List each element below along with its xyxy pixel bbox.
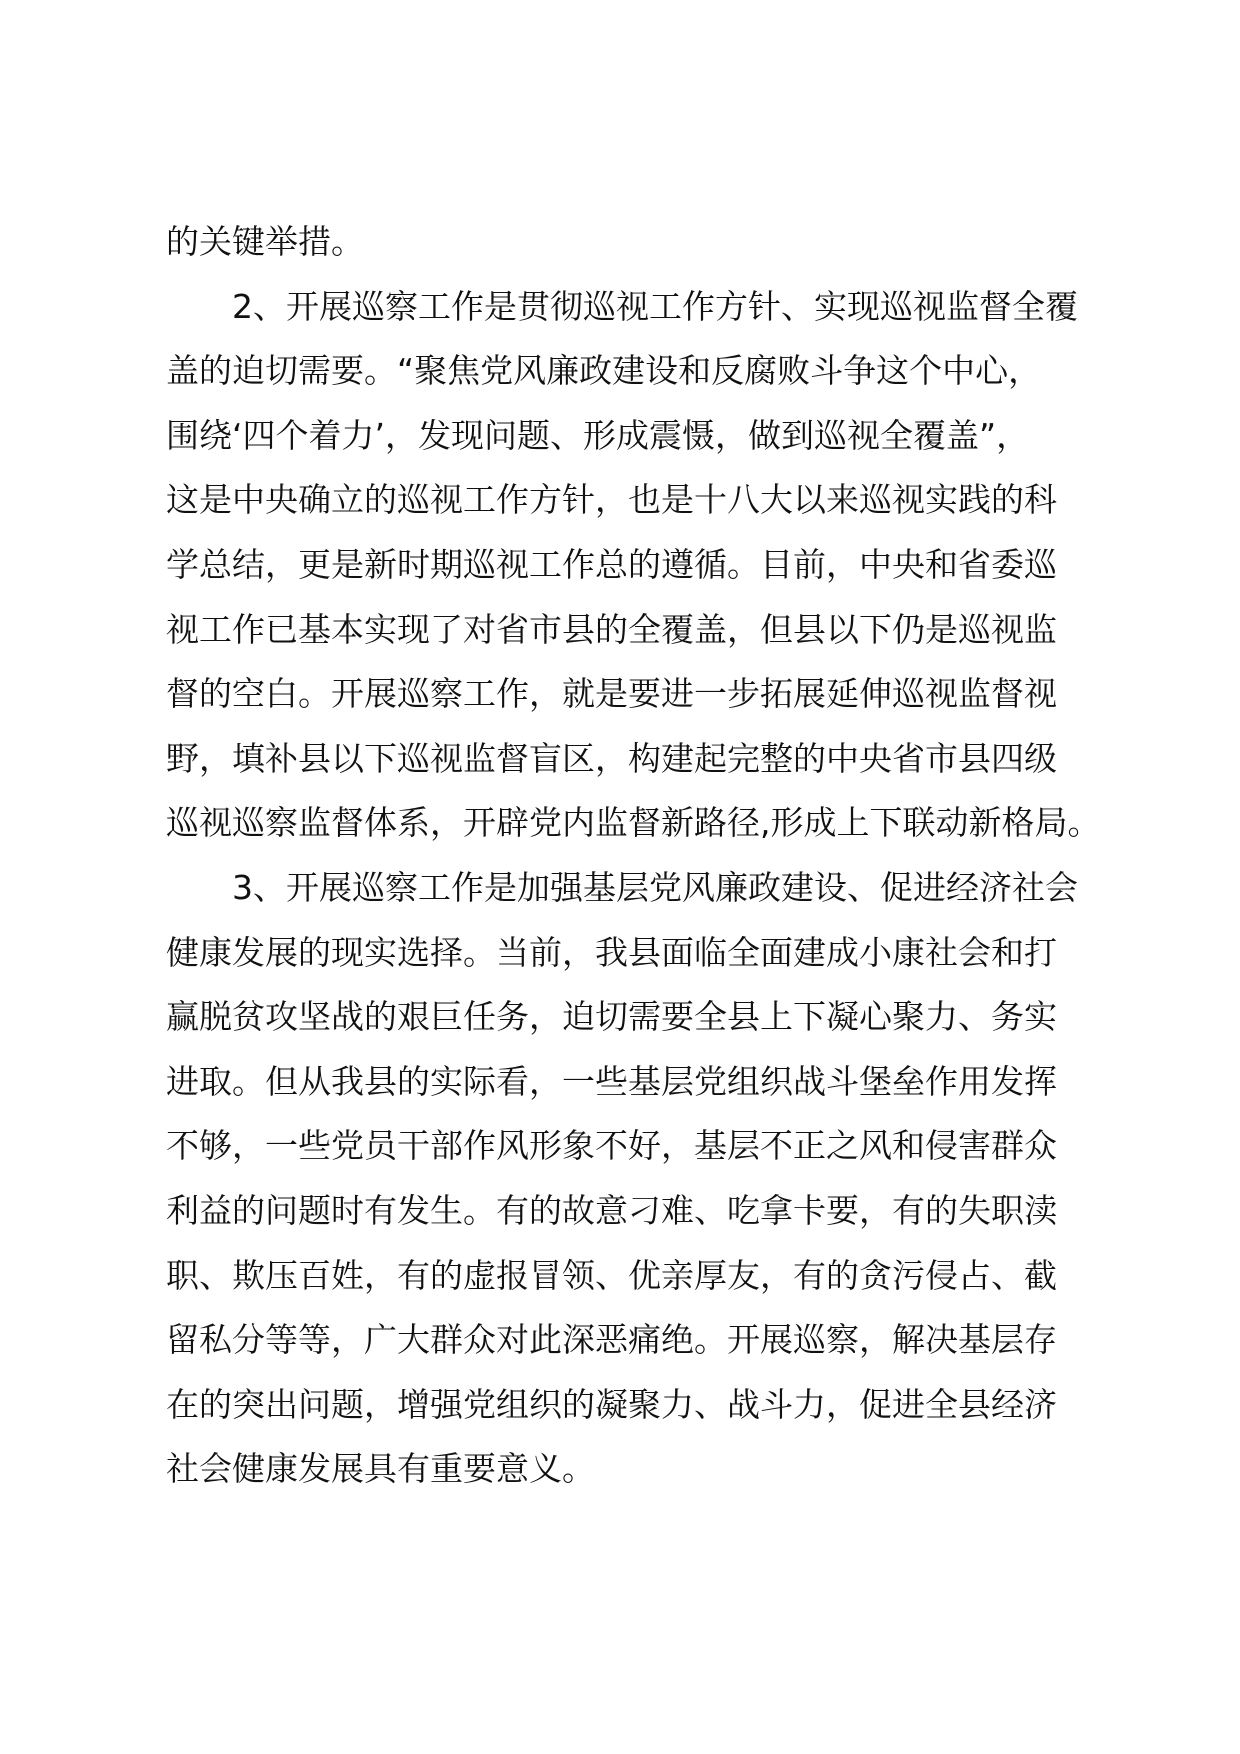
text-line: 学总结，更是新时期巡视工作总的遵循。目前，中央和省委巡 <box>166 544 1057 584</box>
text-line: 的关键举措。 <box>166 222 364 261</box>
text-line-paragraph-start: 3、开展巡察工作是加强基层党风廉政建设、促进经济社会 <box>232 867 1078 907</box>
text-line: 野，填补县以下巡视监督盲区，构建起完整的中央省市县四级 <box>166 738 1057 778</box>
text-line: 利益的问题时有发生。有的故意刁难、吃拿卡要，有的失职渎 <box>166 1190 1057 1230</box>
text-line: 围绕‘四个着力’，发现问题、形成震慑，做到巡视全覆盖”， <box>166 415 1030 455</box>
document-body <box>166 210 1101 1502</box>
text-line: 盖的迫切需要。“聚焦党风廉政建设和反腐败斗争这个中心， <box>166 351 1042 391</box>
text-line: 进取。但从我县的实际看，一些基层党组织战斗堡垒作用发挥 <box>166 1061 1057 1101</box>
text-line: 这是中央确立的巡视工作方针，也是十八大以来巡视实践的科 <box>166 480 1057 520</box>
text-line-paragraph-start: 2、开展巡察工作是贯彻巡视工作方针、实现巡视监督全覆 <box>232 286 1078 326</box>
text-line: 不够，一些党员干部作风形象不好，基层不正之风和侵害群众 <box>166 1126 1057 1166</box>
text-line: 视工作已基本实现了对省市县的全覆盖，但县以下仍是巡视监 <box>166 609 1057 649</box>
text-line: 留私分等等，广大群众对此深恶痛绝。开展巡察，解决基层存 <box>166 1320 1057 1360</box>
text-line: 巡视巡察监督体系，开辟党内监督新路径,形成上下联动新格局。 <box>166 803 1101 843</box>
text-line: 赢脱贫攻坚战的艰巨任务，迫切需要全县上下凝心聚力、务实 <box>166 997 1057 1037</box>
text-line: 社会健康发展具有重要意义。 <box>166 1449 595 1489</box>
text-line: 健康发展的现实选择。当前，我县面临全面建成小康社会和打 <box>166 932 1057 972</box>
text-line: 督的空白。开展巡察工作，就是要进一步拓展延伸巡视监督视 <box>166 674 1057 714</box>
text-line: 在的突出问题，增强党组织的凝聚力、战斗力，促进全县经济 <box>166 1384 1057 1424</box>
text-line: 职、欺压百姓，有的虚报冒领、优亲厚友，有的贪污侵占、截 <box>166 1255 1057 1295</box>
